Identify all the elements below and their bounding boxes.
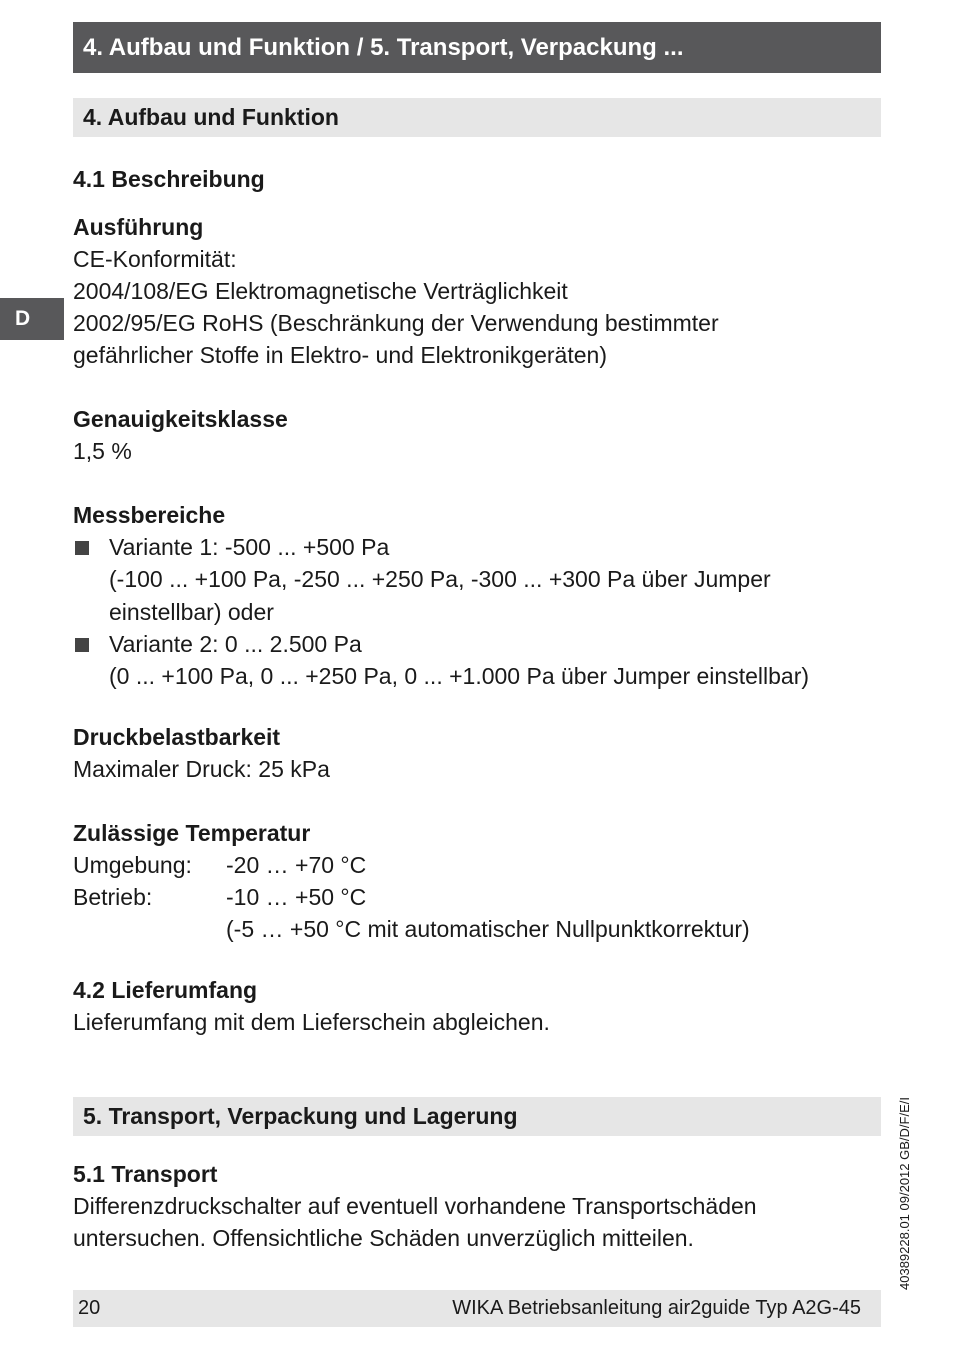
transport-text-line: untersuchen. Offensichtliche Schäden unverzüglich mitteilen. <box>73 1225 694 1251</box>
ausfuehrung-line: gefährlicher Stoffe in Elektro- und Elektronikgeräten) <box>73 342 607 368</box>
ausfuehrung-line: CE-Konformität: <box>73 246 237 272</box>
lieferumfang-text: Lieferumfang mit dem Lieferschein abgleichen. <box>73 1009 550 1035</box>
bullet-square-icon <box>75 638 89 652</box>
messbereiche-heading: Messbereiche <box>73 502 226 528</box>
document-code: 40389228.01 09/2012 GB/D/F/E/I <box>897 1097 912 1290</box>
page-footer <box>73 1290 881 1327</box>
umgebung-label: Umgebung: <box>73 852 192 878</box>
betrieb-value: -10 … +50 °C <box>226 884 367 910</box>
betrieb-label: Betrieb: <box>73 884 153 910</box>
transport-text-line: Differenzdruckschalter auf eventuell vorhandene Transportschäden <box>73 1193 757 1219</box>
umgebung-value: -20 … +70 °C <box>226 852 367 878</box>
ausfuehrung-line: 2004/108/EG Elektromagnetische Verträglichkeit <box>73 278 568 304</box>
druck-heading: Druckbelastbarkeit <box>73 724 281 750</box>
genauigkeit-heading: Genauigkeitsklasse <box>73 406 288 432</box>
messbereich-variante-1: Variante 1: -500 ... +500 Pa <box>109 534 390 560</box>
page-header: 4. Aufbau und Funktion / 5. Transport, Verpackung ... <box>73 22 881 73</box>
messbereich-variante-1-detail: einstellbar) oder <box>109 599 274 625</box>
messbereich-variante-2: Variante 2: 0 ... 2.500 Pa <box>109 631 362 657</box>
footer-title: WIKA Betriebsanleitung air2guide Typ A2G-45 <box>452 1297 861 1319</box>
subsection-4-2-title: 4.2 Lieferumfang <box>73 977 258 1003</box>
genauigkeit-value: 1,5 % <box>73 438 132 464</box>
page-number: 20 <box>78 1297 101 1319</box>
subsection-4-1-title: 4.1 Beschreibung <box>73 166 265 192</box>
language-tab: D <box>0 298 64 340</box>
ausfuehrung-heading: Ausführung <box>73 214 204 240</box>
section-4-title: 4. Aufbau und Funktion <box>73 98 881 137</box>
betrieb-note: (-5 … +50 °C mit automatischer Nullpunktkorrektur) <box>226 916 750 942</box>
ausfuehrung-line: 2002/95/EG RoHS (Beschränkung der Verwendung bestimmter <box>73 310 719 336</box>
subsection-5-1-title: 5.1 Transport <box>73 1161 218 1187</box>
druck-value: Maximaler Druck: 25 kPa <box>73 756 330 782</box>
temperatur-heading: Zulässige Temperatur <box>73 820 311 846</box>
bullet-square-icon <box>75 541 89 555</box>
section-5-title: 5. Transport, Verpackung und Lagerung <box>73 1097 881 1136</box>
messbereich-variante-2-detail: (0 ... +100 Pa, 0 ... +250 Pa, 0 ... +1.000 Pa über Jumper einstellbar) <box>109 663 810 689</box>
messbereich-variante-1-detail: (-100 ... +100 Pa, -250 ... +250 Pa, -300 ... +300 Pa über Jumper <box>109 566 771 592</box>
